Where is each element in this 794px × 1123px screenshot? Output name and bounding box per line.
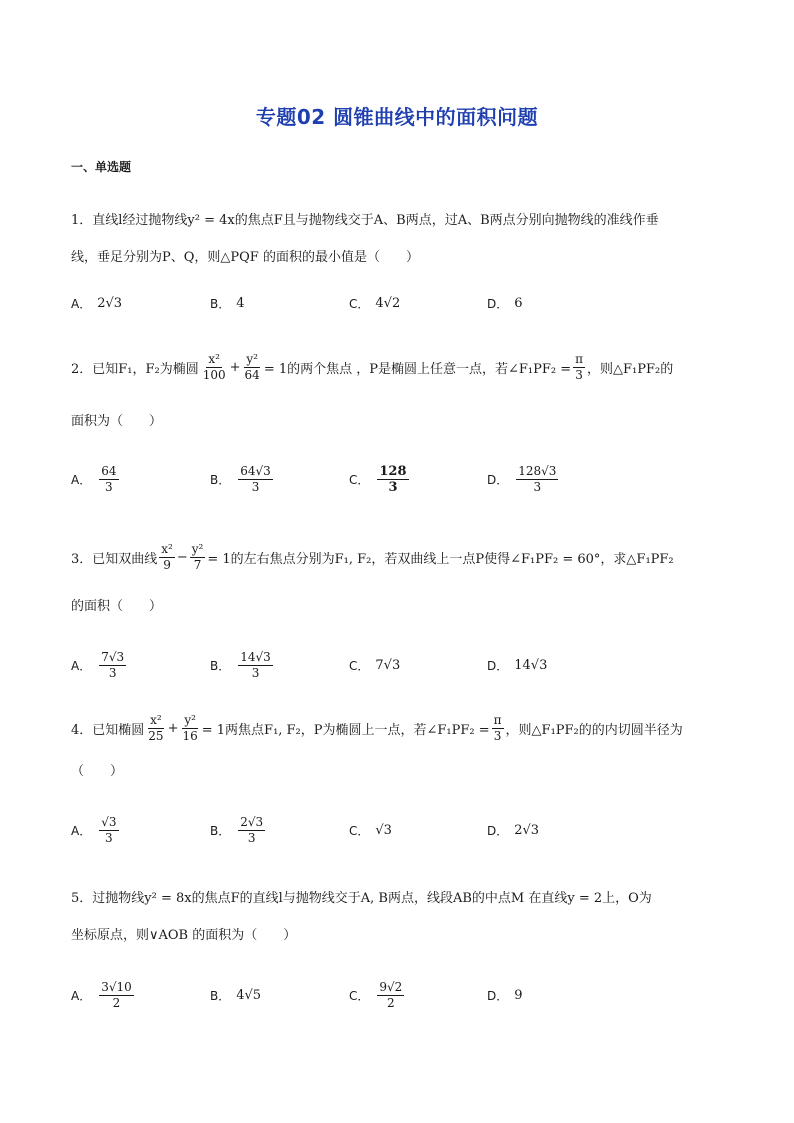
fraction-denominator: 16	[182, 729, 198, 743]
option-value: 6	[514, 295, 523, 311]
q2-option-c[interactable]	[349, 459, 411, 499]
minus-sign: −	[176, 550, 188, 565]
fraction-denominator: 7	[193, 558, 202, 572]
fraction-denominator: 3	[251, 665, 260, 680]
q2-text-a: 2．已知F₁，F₂为椭圆	[71, 362, 199, 377]
fraction-denominator: 3	[493, 729, 502, 743]
q4-text-c: ，则△F₁PF₂的的内切圆半径为	[505, 723, 683, 738]
fraction-denominator: 3	[105, 830, 113, 845]
fraction-denominator: 3	[388, 479, 398, 495]
q3-option-d[interactable]	[487, 645, 547, 685]
option-label: D．	[487, 472, 509, 487]
q2-text-c: ，则△F₁PF₂的	[587, 362, 674, 377]
q3-line2: 的面积（ ）	[71, 599, 163, 614]
option-label: C．	[349, 658, 370, 673]
q2-line2: 面积为（ ）	[71, 414, 163, 429]
q2-option-d[interactable]	[487, 459, 560, 499]
q4-options	[71, 810, 723, 850]
section-heading: 一、单选题	[71, 160, 132, 174]
q4-option-c[interactable]	[349, 810, 392, 850]
q3-option-a[interactable]	[71, 645, 128, 685]
q4-line2: （ ）	[71, 764, 124, 779]
option-value: 7√3	[375, 657, 401, 673]
q1-line2: 线，垂足分别为P、Q，则△PQF 的面积的最小值是（ ）	[71, 250, 419, 265]
q2-fraction-x	[201, 352, 228, 383]
q4-fraction-x	[146, 713, 165, 744]
option-label: A．	[71, 988, 92, 1003]
option-label: B．	[210, 296, 231, 311]
fraction-numerator: 64	[101, 463, 117, 478]
option-fraction	[238, 650, 273, 681]
option-value: 4√2	[375, 295, 401, 311]
q5-option-b[interactable]	[210, 975, 261, 1015]
option-value: 2√3	[514, 822, 540, 838]
fraction-numerator: √3	[101, 814, 117, 829]
option-fraction	[377, 980, 404, 1011]
option-value: 4	[236, 295, 245, 311]
fraction-numerator: 7√3	[101, 649, 125, 664]
q4-option-d[interactable]	[487, 810, 539, 850]
q3-option-c[interactable]	[349, 645, 400, 685]
fraction-numerator: 9√2	[379, 979, 403, 994]
option-value: 9	[514, 987, 523, 1003]
option-value: 14√3	[514, 657, 548, 673]
option-fraction	[99, 815, 118, 846]
option-fraction	[238, 815, 265, 846]
option-label: C．	[349, 823, 370, 838]
q1-option-b[interactable]	[210, 283, 245, 323]
option-label: B．	[210, 823, 231, 838]
fraction-denominator: 3	[575, 368, 583, 382]
option-label: D．	[487, 988, 509, 1003]
option-label: D．	[487, 296, 509, 311]
q5-option-a[interactable]	[71, 975, 136, 1015]
option-label: B．	[210, 472, 231, 487]
q3-text-b: = 1的左右焦点分别为F₁, F₂，若双曲线上一点P使得∠F₁PF₂ = 60°，求△F₁PF₂	[207, 552, 674, 567]
option-label: D．	[487, 658, 509, 673]
q5-line2: 坐标原点，则∨AOB 的面积为（ ）	[71, 928, 297, 943]
fraction-denominator: 3	[251, 479, 260, 494]
q3-line1	[71, 542, 674, 573]
fraction-numerator: x²	[161, 542, 173, 556]
fraction-denominator: 2	[387, 995, 395, 1010]
option-label: C．	[349, 988, 370, 1003]
q4-fraction-y	[180, 713, 199, 744]
option-fraction	[99, 980, 134, 1011]
fraction-numerator: y²	[184, 713, 196, 727]
fraction-numerator: 14√3	[240, 649, 271, 664]
option-label: A．	[71, 823, 92, 838]
q5-option-d[interactable]	[487, 975, 523, 1015]
q4-fraction-angle	[492, 713, 504, 744]
q1-option-c[interactable]	[349, 283, 400, 323]
option-fraction	[238, 464, 273, 495]
fraction-numerator: 128√3	[518, 463, 557, 478]
fraction-denominator: 9	[163, 558, 171, 572]
fraction-denominator: 100	[202, 368, 226, 382]
option-fraction	[377, 464, 408, 495]
fraction-numerator: 3√10	[101, 979, 132, 994]
option-label: C．	[349, 296, 370, 311]
q4-line1	[71, 713, 683, 744]
fraction-numerator: x²	[150, 713, 162, 727]
fraction-numerator: 128	[379, 463, 407, 479]
q1-option-a[interactable]	[71, 283, 122, 323]
q3-fraction-y	[190, 542, 206, 573]
option-fraction	[99, 464, 118, 495]
q4-option-a[interactable]	[71, 810, 121, 850]
fraction-denominator: 64	[244, 368, 260, 382]
q5-option-c[interactable]	[349, 975, 406, 1015]
q3-options	[71, 645, 723, 685]
q4-option-b[interactable]	[210, 810, 267, 850]
q5-options	[71, 975, 723, 1015]
q2-option-b[interactable]	[210, 459, 275, 499]
q3-text-a: 3．已知双曲线	[71, 552, 158, 567]
q1-options	[71, 283, 723, 323]
fraction-numerator: π	[493, 713, 502, 727]
q3-option-b[interactable]	[210, 645, 275, 685]
option-fraction	[99, 650, 126, 681]
option-label: D．	[487, 823, 509, 838]
q1-line1: 1．直线l经过抛物线y² = 4x的焦点F且与抛物线交于A、B两点，过A、B两点分别向抛物线的准线作垂	[71, 213, 659, 228]
q1-option-d[interactable]	[487, 283, 523, 323]
option-fraction	[516, 464, 558, 495]
q5-line1: 5．过抛物线y² = 8x的焦点F的直线l与抛物线交于A, B两点，线段AB的中点M 在直线y = 2上，O为	[71, 891, 652, 906]
fraction-denominator: 3	[105, 479, 113, 494]
option-label: A．	[71, 658, 92, 673]
fraction-denominator: 25	[148, 729, 164, 743]
q2-options	[71, 459, 723, 499]
q4-text-a: 4．已知椭圆	[71, 723, 145, 738]
fraction-numerator: 2√3	[240, 814, 264, 829]
plus-sign: +	[167, 721, 179, 736]
plus-sign: +	[229, 360, 241, 375]
fraction-denominator: 3	[247, 830, 256, 845]
q2-text-b: = 1的两个焦点 ，P是椭圆上任意一点，若∠F₁PF₂ =	[263, 362, 572, 377]
q2-option-a[interactable]	[71, 459, 121, 499]
q2-fraction-angle	[573, 352, 585, 383]
fraction-numerator: π	[575, 352, 584, 366]
q3-fraction-x	[159, 542, 175, 573]
fraction-denominator: 2	[112, 995, 121, 1010]
q2-line1	[71, 352, 673, 383]
option-label: B．	[210, 658, 231, 673]
fraction-denominator: 3	[108, 665, 117, 680]
q4-text-b: = 1两焦点F₁, F₂，P为椭圆上一点，若∠F₁PF₂ =	[201, 723, 490, 738]
page-title: 专题02 圆锥曲线中的面积问题	[255, 105, 539, 129]
option-value: √3	[375, 822, 392, 838]
fraction-numerator: x²	[208, 352, 220, 366]
fraction-numerator: y²	[191, 542, 204, 556]
option-label: A．	[71, 296, 92, 311]
option-label: C．	[349, 472, 370, 487]
option-value: 4√5	[236, 987, 262, 1003]
option-label: A．	[71, 472, 92, 487]
fraction-denominator: 3	[533, 479, 542, 494]
fraction-numerator: y²	[246, 352, 258, 366]
q2-fraction-y	[243, 352, 262, 383]
fraction-numerator: 64√3	[240, 463, 271, 478]
option-label: B．	[210, 988, 231, 1003]
option-value: 2√3	[97, 295, 123, 311]
